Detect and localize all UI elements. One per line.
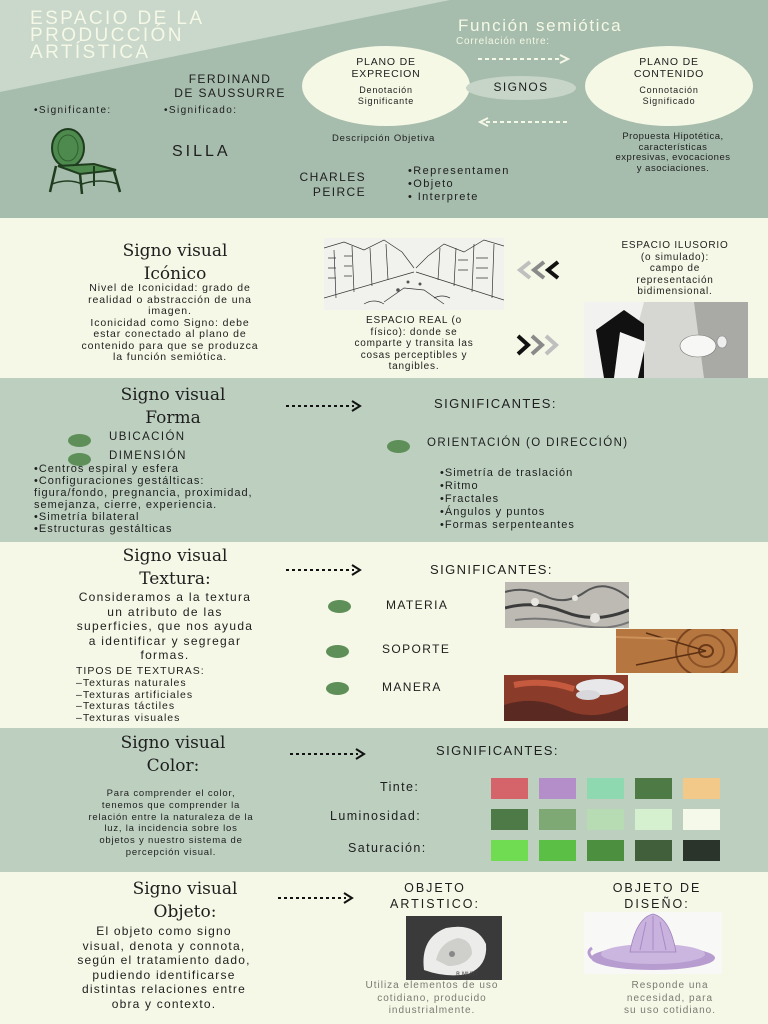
real-space-line: cosas perceptibles y	[360, 349, 468, 361]
main-title	[30, 10, 204, 61]
hypothesis-line: y asociaciones.	[636, 162, 710, 174]
hypothesis-line: características	[638, 141, 708, 153]
forma-left-item: •Simetría bilateral	[34, 510, 140, 523]
forma-significantes-label: SIGNIFICANTES:	[434, 396, 557, 411]
forma-title-line: Signo visual	[120, 385, 226, 405]
artistic-title-line: OBJETO	[404, 881, 466, 895]
peirce-line: PEIRCE	[312, 185, 366, 199]
color-title-line: Signo visual	[120, 733, 226, 753]
iconico-body-line: estar conectado al plano de	[93, 328, 247, 340]
chair-icon	[44, 126, 124, 196]
forma-right-item: •Ángulos y puntos	[440, 505, 546, 518]
objeto-body-line: distintas relaciones entre	[82, 982, 246, 996]
bullet-dot	[387, 440, 410, 453]
texture-type-item: –Texturas naturales	[76, 676, 187, 689]
design-title-line: DISEÑO:	[624, 897, 690, 911]
luminosity-swatch	[587, 809, 624, 830]
content-plane-title: PLANO DE	[639, 56, 699, 68]
dotted-arrow-icon	[276, 892, 356, 904]
illusory-line: (o simulado):	[640, 251, 710, 263]
design-desc-line: necesidad, para	[626, 992, 714, 1004]
saturation-swatch	[587, 840, 624, 861]
bullet-dot	[328, 600, 351, 613]
artistic-desc-line: Utiliza elementos de uso	[365, 980, 499, 991]
content-plane	[585, 56, 753, 107]
iconico-title	[80, 240, 270, 286]
textura-body-line: un atributo de las	[107, 604, 223, 619]
color-body-line: percepción visual.	[125, 846, 217, 858]
hypothesis-line: Propuesta Hipotética,	[622, 131, 724, 142]
luminosity-swatch	[539, 809, 576, 830]
texture-types	[76, 666, 205, 725]
urinal-fountain-image	[406, 916, 502, 980]
color-significantes-label: SIGNIFICANTES:	[436, 743, 559, 758]
chevrons-left-icon	[510, 260, 566, 280]
color-section	[0, 728, 768, 872]
luminosity-swatch	[635, 809, 672, 830]
real-space-line: comparte y transita las	[354, 338, 474, 349]
textura-title	[90, 545, 260, 591]
forma-section	[0, 378, 768, 542]
abstract-room-image	[584, 302, 748, 378]
saussure-name	[160, 72, 300, 100]
objeto-body-line: visual, denota y connota,	[82, 938, 246, 953]
bullet-dot	[326, 645, 349, 658]
saussure-line: FERDINAND	[188, 72, 272, 86]
saturacion-label: Saturación:	[348, 841, 427, 855]
artistic-desc-line: cotidiano, producido	[377, 992, 487, 1004]
peirce-item: •Representamen	[408, 165, 510, 177]
significado-label: •Significado:	[164, 105, 238, 116]
expression-plane-line: Denotación	[359, 85, 413, 95]
expression-plane-title: PLANO DE	[356, 56, 416, 68]
content-plane-line: Significado	[642, 96, 696, 106]
dashed-arrow-right-icon	[476, 53, 572, 65]
peirce-item: •Objeto	[408, 177, 455, 190]
textura-body-line: formas.	[140, 648, 190, 662]
forma-right-item: •Fractales	[440, 492, 500, 505]
design-desc-line: su uso cotidiano.	[623, 1005, 717, 1016]
textura-significantes-label: SIGNIFICANTES:	[430, 562, 553, 577]
textura-body-line: Consideramos a la textura	[78, 590, 252, 604]
real-space-line: ESPACIO REAL (o	[366, 315, 462, 326]
objeto-section	[0, 872, 768, 1024]
texture-type-item: –Texturas artificiales	[76, 688, 194, 701]
illusory-line: campo de	[649, 263, 701, 274]
soporte-label: SOPORTE	[382, 642, 451, 656]
real-space-text	[318, 315, 510, 373]
artistic-desc-line: industrialmente.	[388, 1005, 476, 1016]
content-plane-line: Connotación	[639, 85, 699, 95]
color-body	[26, 788, 316, 859]
expression-plane-title: EXPRECION	[351, 68, 421, 80]
svg-text:R.MUTT: R.MUTT	[456, 971, 479, 978]
dashed-arrow-left-icon	[476, 116, 572, 128]
saturation-swatch	[635, 840, 672, 861]
iconico-body-line: realidad o abstracción de una	[88, 293, 252, 306]
forma-left-item: •Configuraciones gestálticas:	[34, 474, 205, 487]
tinte-label: Tinte:	[380, 780, 420, 794]
forma-right-item: •Ritmo	[440, 479, 479, 492]
color-body-line: relación entre la naturaleza de la	[88, 811, 254, 823]
forma-left-item: •Estructuras gestálticas	[34, 522, 173, 535]
objeto-body-line: obra y contexto.	[111, 996, 217, 1011]
main-title-line: ARTÍSTICA	[30, 42, 151, 63]
header-section	[0, 0, 768, 218]
saturation-swatch	[539, 840, 576, 861]
iconico-body-line: Iconicidad como Signo: debe	[90, 316, 250, 329]
saussure-line: DE SAUSSURRE	[174, 86, 286, 100]
significante-label: •Significante:	[34, 105, 112, 116]
soporte-texture-image	[616, 629, 738, 673]
artistic-object-title	[360, 880, 510, 912]
forma-right-list	[440, 467, 575, 532]
dimension-label: DIMENSIÓN	[109, 450, 187, 462]
dotted-arrow-icon	[288, 748, 368, 760]
textura-body-line: a identificar y segregar	[88, 633, 242, 648]
texture-type-item: –Texturas visuales	[76, 712, 181, 725]
manera-label: MANERA	[382, 680, 442, 694]
forma-right-item: •Simetría de traslación	[440, 467, 574, 479]
textura-body	[24, 590, 306, 663]
objeto-title	[100, 878, 270, 924]
forma-right-item: •Formas serpenteantes	[440, 518, 575, 531]
peirce-name	[262, 170, 366, 200]
artistic-title-line: ARTISTICO:	[390, 897, 480, 911]
color-title-line: Color:	[146, 756, 200, 776]
dotted-arrow-icon	[284, 400, 364, 412]
peirce-items	[408, 165, 510, 203]
tinte-swatch	[539, 778, 576, 799]
materia-texture-image	[505, 582, 629, 628]
bullet-dot	[68, 434, 91, 447]
illusory-line: bidimensional.	[637, 286, 713, 297]
saturation-swatch	[491, 840, 528, 861]
iconico-body	[20, 283, 320, 364]
peirce-item: • Interprete	[408, 190, 479, 203]
forma-left-item: figura/fondo, pregnancia, proximidad,	[34, 486, 253, 499]
color-body-line: luz, la incidencia sobre los	[104, 823, 238, 835]
objeto-title-line: Objeto:	[153, 902, 217, 922]
semiotic-title: Función semiótica	[458, 16, 623, 35]
iconico-body-line: Nivel de Iconicidad: grado de	[89, 282, 251, 294]
materia-label: MATERIA	[386, 598, 449, 612]
orientacion-label: ORIENTACIÓN (O DIRECCIÓN)	[427, 437, 629, 449]
textura-section	[0, 542, 768, 728]
iconico-body-line: contenido para que se produzca	[81, 339, 259, 352]
main-title-line: PRODUCCIÓN	[30, 25, 184, 46]
iconico-body-line: imagen.	[148, 305, 192, 317]
texture-type-item: –Texturas táctiles	[76, 700, 176, 713]
color-body-line: tenemos que comprender la	[101, 799, 241, 811]
tinte-swatch	[491, 778, 528, 799]
objeto-body-line: según el tratamiento dado,	[77, 953, 251, 967]
saturation-swatch	[683, 840, 720, 861]
objeto-body-line: El objeto como signo	[96, 924, 232, 938]
expression-plane	[302, 56, 470, 107]
color-body-line: objetos y nuestro sistema de	[99, 835, 243, 847]
textura-body-line: superficies, que nos ayuda	[76, 619, 254, 633]
illusory-line: ESPACIO ILUSORIO	[621, 240, 729, 251]
ubicacion-label: UBICACIÓN	[109, 431, 186, 443]
expression-plane-line: Significante	[357, 96, 415, 106]
forma-left-item: semejanza, cierre, experiencia.	[34, 498, 218, 511]
main-title-line: ESPACIO DE LA	[30, 8, 205, 29]
illusory-line: representación	[636, 274, 714, 286]
real-space-line: físico): donde se	[370, 326, 458, 338]
objeto-title-line: Signo visual	[132, 879, 238, 899]
bullet-dot	[326, 682, 349, 695]
color-body-line: Para comprender el color,	[106, 788, 236, 799]
design-desc-line: Responde una	[631, 980, 709, 991]
objeto-body-line: pudiendo identificarse	[92, 967, 236, 982]
design-title-line: OBJETO DE	[612, 881, 702, 895]
luminosidad-label: Luminosidad:	[330, 809, 422, 823]
manera-texture-image	[504, 675, 628, 721]
objective-description: Descripción Objetiva	[332, 133, 436, 144]
iconico-title-line: Icónico	[143, 264, 207, 284]
street-sketch-image	[324, 238, 504, 310]
forma-left-item: •Centros espiral y esfera	[34, 463, 180, 475]
correlation-label: Correlación entre:	[456, 36, 550, 47]
peirce-line: CHARLES	[299, 170, 366, 184]
iconico-title-line: Signo visual	[122, 241, 228, 261]
texture-types-title: TIPOS DE TEXTURAS:	[76, 665, 205, 677]
luminosity-swatch	[683, 809, 720, 830]
color-title	[88, 732, 258, 778]
design-description	[590, 980, 750, 1018]
real-space-line: tangibles.	[388, 361, 440, 372]
chevrons-right-icon	[512, 334, 570, 356]
luminosity-swatch	[491, 809, 528, 830]
hypothesis-text	[584, 132, 762, 174]
textura-title-line: Signo visual	[122, 546, 228, 566]
signs-label: SIGNOS	[493, 80, 549, 94]
illusory-space-text	[585, 240, 765, 298]
artistic-description	[334, 980, 530, 1018]
iconico-body-line: la función semiótica.	[112, 351, 228, 363]
iconico-section	[0, 218, 768, 378]
forma-title-line: Forma	[145, 408, 201, 428]
tinte-swatch	[683, 778, 720, 799]
dotted-arrow-icon	[284, 564, 364, 576]
forma-title	[88, 384, 258, 430]
tinte-swatch	[635, 778, 672, 799]
content-plane-title: CONTENIDO	[633, 68, 705, 80]
hypothesis-line: expresivas, evocaciones	[615, 152, 731, 163]
tinte-swatch	[587, 778, 624, 799]
objeto-body	[14, 924, 314, 1011]
juicer-image	[584, 912, 722, 974]
design-object-title	[582, 880, 732, 912]
textura-title-line: Textura:	[139, 569, 211, 589]
silla-label: SILLA	[172, 143, 231, 160]
forma-left-list	[34, 464, 253, 535]
